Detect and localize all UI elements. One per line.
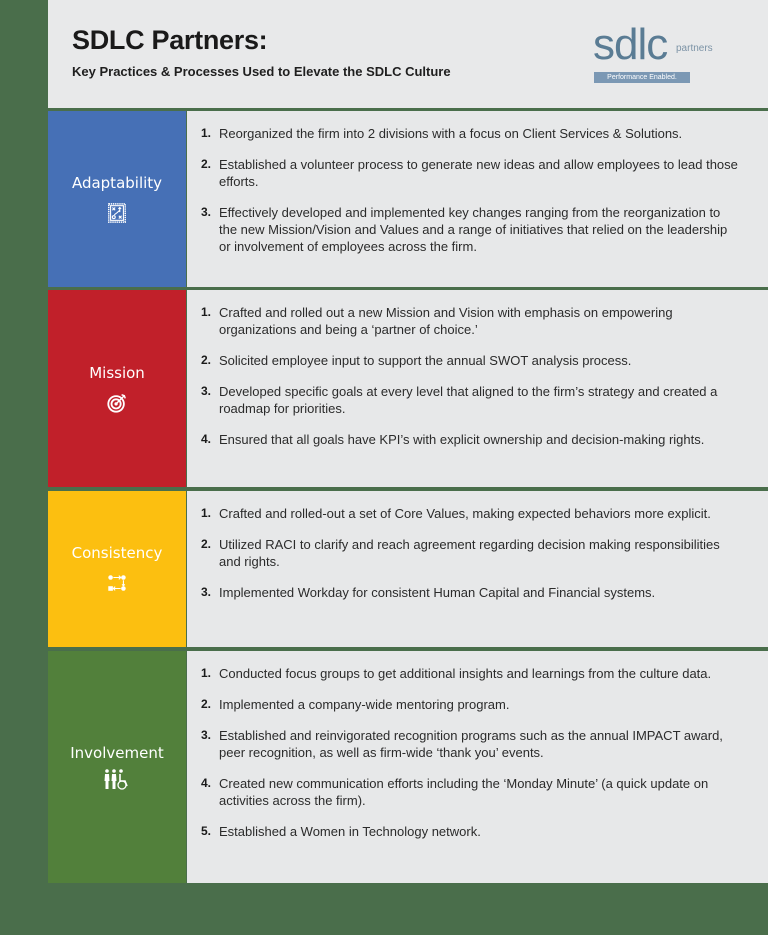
- item-text: Established and reinvigorated recognition programs such as the annual IMPACT award, peer recognition, as well as firm-wide ‘thank you’ events.: [219, 728, 723, 760]
- list-item: [201, 696, 738, 713]
- list-item: [201, 665, 738, 682]
- header: [48, 0, 768, 108]
- item-number: 2.: [201, 697, 212, 711]
- item-text: Conducted focus groups to get additional insights and learnings from the culture data.: [219, 666, 712, 681]
- item-number: 4.: [201, 776, 212, 790]
- list-item: [201, 727, 738, 761]
- category-label: Adaptability: [71, 174, 163, 192]
- list-item: [201, 431, 738, 448]
- practices-list-involvement: [187, 651, 768, 883]
- item-text: Established a volunteer process to generate new ideas and allow employees to lead those efforts.: [219, 157, 738, 189]
- target-icon: [105, 392, 129, 414]
- category-cell-mission: [48, 290, 186, 487]
- item-number: 1.: [201, 126, 212, 140]
- logo-tagline: Performance Enabled.: [594, 72, 690, 83]
- list-item: [201, 775, 738, 809]
- item-text: Crafted and rolled out a new Mission and Vision with emphasis on empowering organizations and being a ‘partner of choice.’: [219, 305, 673, 337]
- item-text: Solicited employee input to support the annual SWOT analysis process.: [219, 353, 632, 368]
- item-number: 2.: [201, 353, 212, 367]
- item-text: Established a Women in Technology network.: [219, 824, 481, 839]
- section-consistency: [48, 491, 768, 647]
- practices-list-mission: [187, 290, 768, 487]
- item-number: 3.: [201, 205, 212, 219]
- list-item: [201, 584, 738, 601]
- strategy-board-icon: [105, 202, 129, 224]
- practices-list-adaptability: [187, 111, 768, 287]
- section-involvement: [48, 651, 768, 883]
- list-item: [201, 304, 738, 338]
- item-text: Implemented a company-wide mentoring program.: [219, 697, 510, 712]
- page-subtitle: Key Practices & Processes Used to Elevate the SDLC Culture: [72, 64, 451, 79]
- item-text: Effectively developed and implemented key changes ranging from the reorganization to the new Mission/Vision and Values and a range of initiatives that relied on the leadership or involvement of employees across the firm.: [219, 205, 728, 254]
- category-cell-consistency: [48, 491, 186, 647]
- header-divider: [48, 108, 768, 110]
- item-number: 1.: [201, 305, 212, 319]
- list-item: [201, 505, 738, 522]
- item-text: Utilized RACI to clarify and reach agreement regarding decision making responsibilities and rights.: [219, 537, 720, 569]
- people-inclusion-icon: [103, 768, 131, 790]
- sdlc-logo: [593, 14, 743, 84]
- section-mission: [48, 290, 768, 487]
- item-number: 5.: [201, 824, 212, 838]
- category-cell-involvement: [48, 651, 186, 883]
- item-text: Developed specific goals at every level that aligned to the firm’s strategy and created a roadmap for priorities.: [219, 384, 718, 416]
- item-text: Crafted and rolled-out a set of Core Values, making expected behaviors more explicit.: [219, 506, 711, 521]
- list-item: [201, 204, 738, 255]
- category-label: Mission: [89, 363, 145, 382]
- practices-list-consistency: [187, 491, 768, 647]
- item-number: 3.: [201, 728, 212, 742]
- category-cell-adaptability: [48, 111, 186, 287]
- item-number: 3.: [201, 384, 212, 398]
- item-number: 1.: [201, 666, 212, 680]
- item-number: 1.: [201, 506, 212, 520]
- process-flow-icon: [105, 572, 129, 594]
- item-number: 4.: [201, 432, 212, 446]
- category-label: Consistency: [71, 544, 163, 562]
- list-item: [201, 352, 738, 369]
- item-number: 2.: [201, 157, 212, 171]
- list-item: [201, 536, 738, 570]
- logo-wordmark: sdlc: [593, 20, 668, 69]
- item-text: Created new communication efforts including the ‘Monday Minute’ (a quick update on activities across the firm).: [219, 776, 709, 808]
- logo-partners: partners: [676, 43, 713, 54]
- item-text: Implemented Workday for consistent Human Capital and Financial systems.: [219, 585, 656, 600]
- category-label: Involvement: [70, 744, 164, 762]
- page-title: SDLC Partners:: [72, 25, 268, 55]
- list-item: [201, 156, 738, 190]
- list-item: [201, 383, 738, 417]
- item-number: 3.: [201, 585, 212, 599]
- list-item: [201, 823, 738, 840]
- item-text: Ensured that all goals have KPI’s with explicit ownership and decision-making rights.: [219, 432, 705, 447]
- item-number: 2.: [201, 537, 212, 551]
- item-text: Reorganized the firm into 2 divisions with a focus on Client Services & Solutions.: [219, 126, 683, 141]
- section-adaptability: [48, 111, 768, 287]
- list-item: [201, 125, 738, 142]
